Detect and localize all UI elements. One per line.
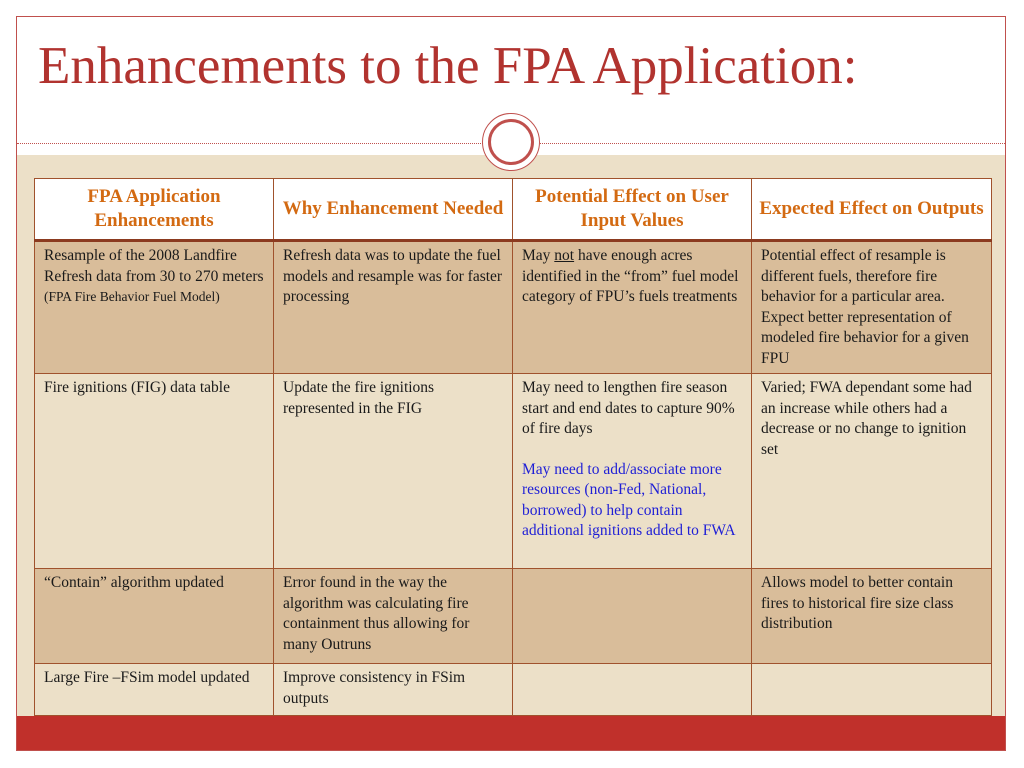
cell-input-effect <box>513 241 752 374</box>
enhancement-text: Resample of the 2008 Landfire Refresh data from 30 to 270 meters <box>44 247 264 285</box>
enhancement-note: (FPA Fire Behavior Fuel Model) <box>44 289 220 304</box>
input-text-pre: May <box>522 247 555 264</box>
table-header-row <box>35 179 992 241</box>
cell-why: Update the fire ignitions represented in the FIG <box>274 374 513 569</box>
table-row <box>35 374 992 569</box>
cell-output-effect: Potential effect of resample is different fuels, therefore fire behavior for a particular area. Expect better representation of modeled fire behavior for a given FPU <box>752 241 992 374</box>
cell-enhancement: Fire ignitions (FIG) data table <box>35 374 274 569</box>
input-text-underlined: not <box>554 247 575 264</box>
cell-why: Improve consistency in FSim outputs <box>274 664 513 716</box>
cell-output-effect <box>752 664 992 716</box>
enhancements-table <box>34 178 992 716</box>
header-enhancements: FPA Application Enhancements <box>35 179 274 241</box>
cell-input-effect <box>513 664 752 716</box>
header-why-needed: Why Enhancement Needed <box>274 179 513 241</box>
table-row <box>35 664 992 716</box>
slide-title: Enhancements to the FPA Application: <box>38 37 858 95</box>
cell-output-effect: Allows model to better contain fires to historical fire size class distribution <box>752 569 992 664</box>
cell-input-effect <box>513 569 752 664</box>
table-row <box>35 569 992 664</box>
cell-enhancement <box>35 241 274 374</box>
cell-why: Error found in the way the algorithm was calculating fire containment thus allowing for many Outruns <box>274 569 513 664</box>
cell-why: Refresh data was to update the fuel models and resample was for faster processing <box>274 241 513 374</box>
input-paragraph-1: May need to lengthen fire season start and end dates to capture 90% of fire days <box>522 379 735 437</box>
circle-ornament-inner <box>488 119 534 165</box>
header-input-effect: Potential Effect on User Input Values <box>513 179 752 241</box>
header-output-effect: Expected Effect on Outputs <box>752 179 992 241</box>
cell-enhancement: “Contain” algorithm updated <box>35 569 274 664</box>
input-paragraph-2: May need to add/associate more resources (non-Fed, National, borrowed) to help contain additional ignitions added to FWA <box>522 460 736 539</box>
cell-enhancement: Large Fire –FSim model updated <box>35 664 274 716</box>
cell-output-effect: Varied; FWA dependant some had an increase while others had a decrease or no change to ignition set <box>752 374 992 569</box>
cell-input-effect <box>513 374 752 569</box>
input-text-post: have enough acres identified in the “from” fuel model category of FPU’s fuels treatments <box>522 247 739 305</box>
footer-bar <box>17 716 1005 750</box>
table-row <box>35 241 992 374</box>
